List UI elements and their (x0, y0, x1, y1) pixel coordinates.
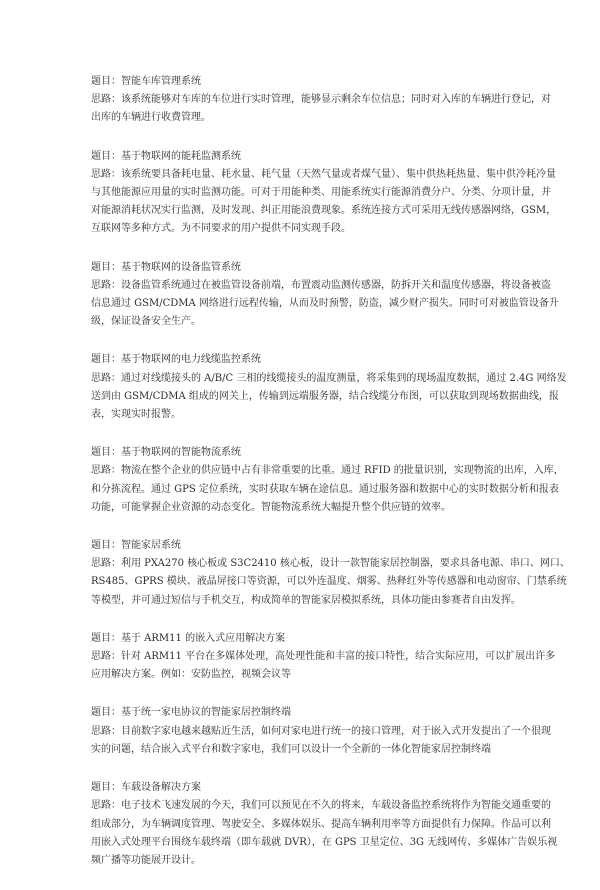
topic-home-appliance (91, 704, 551, 759)
idea-line (91, 555, 570, 573)
topic-cable (91, 351, 567, 424)
topic-smart-home (91, 537, 570, 610)
idea-line (91, 648, 556, 666)
idea-text: 物流在整个企业的供应链中占有非常重要的比重。通过 RFID 的批量识别，实现物流的出库，入库， (121, 465, 564, 477)
title-label: 题目： (91, 707, 121, 719)
idea-label: 思路： (91, 372, 121, 384)
idea-label: 思路： (91, 558, 121, 570)
idea-line: 实的问题，结合嵌入式平台和数字家电，我们可以设计一个全新的一体化智能家居控制终端 (91, 743, 491, 755)
idea-line (91, 91, 551, 109)
idea-line: 和分拣流程。通过 GPS 定位系统，实时获取车辆在途信息。通过服务器和数据中心的实时数据分析和报表 (91, 483, 559, 495)
topic-garage (91, 73, 551, 128)
title-label: 题目： (91, 632, 121, 644)
idea-label: 思路： (91, 465, 121, 477)
topic-title: 基于物联网的智能物流系统 (121, 447, 241, 459)
idea-line (91, 462, 564, 480)
idea-label: 思路： (91, 94, 121, 106)
idea-line: 出库的车辆进行收费管理。 (91, 112, 211, 124)
topic-title: 智能车库管理系统 (121, 76, 201, 87)
idea-text: 通过对线缆接头的 A/B/C 三相的线缆接头的温度测量，将采集到的现场温度数据，通过 2.4G 网络发 (121, 372, 567, 384)
title-label: 题目： (91, 540, 121, 552)
topic-title-line (91, 351, 516, 369)
topic-title-line (91, 259, 516, 277)
idea-line: 频广播等功能展开设计。 (91, 854, 201, 866)
idea-text: 该系统能够对车库的车位进行实时管理，能够显示剩余车位信息；同时对入库的车辆进行登记，对 (121, 94, 551, 106)
title-label: 题目： (91, 447, 121, 459)
document-body (91, 73, 570, 890)
idea-text: 目前数字家电越来越贴近生活，如何对家电进行统一的接口管理，对于嵌入式开发提出了一个很现 (121, 725, 551, 737)
idea-label: 思路： (91, 725, 121, 737)
title-label: 题目： (91, 261, 121, 273)
topic-vehicle (91, 779, 558, 870)
idea-label: 思路： (91, 279, 121, 291)
idea-line: 等模型，并可通过短信与手机交互，构成简单的智能家居模拟系统，具体功能由参赛者自由发挥。 (91, 594, 521, 606)
idea-line: 级，保证设备安全生产。 (91, 316, 201, 328)
idea-line: 对能源消耗状况实行监测，及时发现、纠正用能浪费现象。系统连接方式可采用无线传感器网络，GSM， (91, 205, 557, 217)
idea-text: 电子技术飞速发展的今天，我们可以预见在不久的将来，车载设备监控系统将作为智能交通重要的 (121, 800, 551, 812)
idea-line: 组成部分，为车辆调度管理、驾驶安全、多媒体娱乐、提高车辆利用率等方面提供有力保障。作品可以利 (91, 818, 551, 830)
idea-line (91, 370, 567, 388)
topic-title-line (91, 779, 516, 797)
title-label: 题目： (91, 354, 121, 366)
topic-title: 车载设备解决方案 (121, 782, 201, 794)
topic-energy (91, 148, 557, 239)
idea-line: 送到由 GSM/CDMA 组成的网关上，传输到远端服务器，结合线缆分布图，可以获取到现场数据曲线，报 (91, 390, 559, 402)
idea-text: 利用 PXA270 核心板或 S3C2410 核心板，设计一款智能家居控制器，要求具备电源、串口、网口、 (121, 558, 570, 570)
idea-line: 用嵌入式处理平台围绕车载终端（即车载就 DVR），在 GPS 卫星定位、3G 无线网传、多媒体广告娱乐视 (91, 836, 558, 848)
idea-text: 该系统要具备耗电量、耗水量、耗气量（天然气量或者煤气量）、集中供热耗热量、集中供冷耗冷量 (121, 168, 556, 180)
idea-label: 思路： (91, 800, 121, 812)
topic-title: 智能家居系统 (121, 540, 181, 552)
topic-title-line (91, 148, 516, 166)
topic-title: 基于物联网的能耗监测系统 (121, 150, 241, 162)
idea-line: 互联网等多种方式。为不同要求的用户提供不同实现手段。 (91, 223, 351, 235)
topic-title-line (91, 630, 516, 648)
topic-logistics (91, 444, 564, 517)
idea-label: 思路： (91, 168, 121, 180)
idea-line: 表，实现实时报警。 (91, 409, 181, 421)
title-label: 题目： (91, 76, 121, 87)
topic-title-line (91, 704, 516, 722)
topic-title-line (91, 537, 516, 555)
topic-equipment (91, 259, 559, 332)
idea-text: 设备监管系统通过在被监管设备前端，布置震动监测传感器，防拆开关和温度传感器，将设备被盗 (121, 279, 551, 291)
idea-line: 应用解决方案。例如：安防监控，视频会议等 (91, 669, 291, 681)
topic-title-line (91, 444, 516, 462)
idea-line: 与其他能源应用量的实时监测功能。可对于用能种类、用能系统实行能源消费分户、分类、分项计量，并 (91, 187, 551, 199)
title-label: 题目： (91, 150, 121, 162)
topic-title: 基于物联网的设备监管系统 (121, 261, 241, 273)
idea-line (91, 277, 551, 295)
idea-line: 功能，可能掌握企业资源的动态变化。智能物流系统大幅提升整个供应链的效率。 (91, 501, 451, 513)
topic-title: 基于物联网的电力线缆监控系统 (121, 354, 261, 366)
idea-text: 针对 ARM11 平台在多媒体处理，高处理性能和丰富的接口特性，结合实际应用，可以扩展出许多 (121, 651, 556, 663)
idea-label: 思路： (91, 651, 121, 663)
title-label: 题目： (91, 782, 121, 794)
idea-line (91, 723, 551, 741)
topic-title-line (91, 73, 516, 91)
idea-line: RS485、GPRS 模块、液晶屏接口等资源，可以外连温度、烟雾、热释红外等传感器和电动窗帘、门禁系统 (91, 576, 567, 588)
topic-title: 基于 ARM11 的嵌入式应用解决方案 (121, 632, 286, 644)
topic-title: 基于统一家电协议的智能家居控制终端 (121, 707, 291, 719)
idea-line (91, 166, 556, 184)
topic-arm11 (91, 630, 556, 685)
idea-line (91, 797, 551, 815)
idea-line: 信息通过 GSM/CDMA 网络进行远程传输，从而及时预警，防盗，减少财产损失。同时可对被监管设备升 (91, 298, 559, 310)
